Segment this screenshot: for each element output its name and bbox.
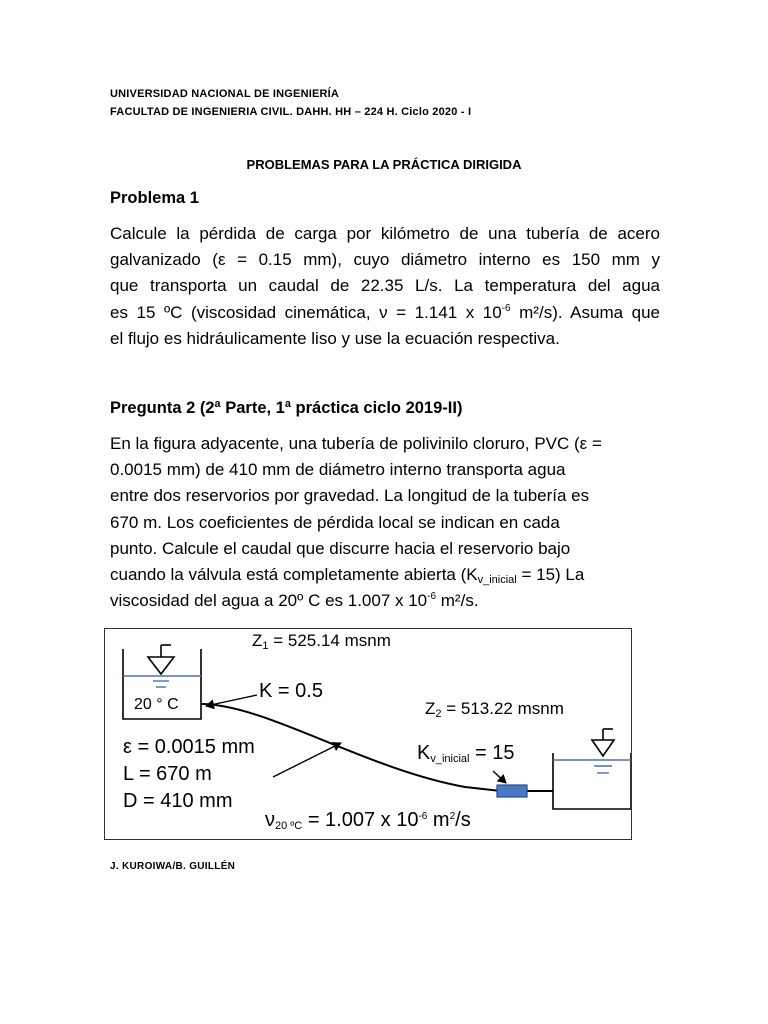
problem2-l6a: cuando la válvula está completamente abierta (K bbox=[110, 565, 478, 585]
temperature-label: 20 ° C bbox=[134, 696, 179, 713]
problem2-line bbox=[110, 588, 660, 614]
problem2-line: punto. Calcule el caudal que discurre hacia el reservorio bajo bbox=[110, 538, 571, 558]
epsilon-label: ε = 0.0015 mm bbox=[123, 736, 255, 758]
k-entry-label: K = 0.5 bbox=[259, 680, 323, 702]
problem2-line: En la figura adyacente, una tubería de polivinilo cloruro, PVC (ε = bbox=[110, 434, 602, 453]
problem2-line: entre dos reservorios por gravedad. La longitud de la tubería es bbox=[110, 486, 590, 506]
z1-label: $Z_1 = 525.14$ msnm bbox=[252, 631, 391, 652]
reservoir-diagram bbox=[104, 628, 632, 840]
problem1-line: galvanizado (ε = 0.15 mm), cuyo diámetro interno es 150 mm y bbox=[110, 250, 660, 270]
problem1-l4-exponent: -6 bbox=[501, 302, 511, 314]
problem2-l6b: = 15) La bbox=[516, 565, 585, 585]
viscosity-label: $\nu_{20 ºC} = 1.007$ x $10^{-6}$ $m^2/s$ bbox=[265, 809, 471, 832]
kv-label: $K_{v\_inicial} = 15$ bbox=[417, 742, 515, 765]
problem1-line: Calcule la pérdida de carga por kilómetro de una tubería de acero bbox=[110, 224, 660, 243]
problem1-text bbox=[110, 221, 660, 352]
problem2-l6-subscript: v_inicial bbox=[477, 574, 517, 587]
z2-label: $Z_2 = 513.22$ msnm bbox=[425, 699, 564, 720]
author-footer: J. KUROIWA/B. GUILLÉN bbox=[110, 861, 236, 872]
problem2-line bbox=[110, 562, 660, 588]
lower-reservoir bbox=[553, 753, 631, 809]
length-label: L = 670 m bbox=[123, 763, 212, 785]
faculty-line: FACULTAD DE INGENIERIA CIVIL. DAHH. HH – 224 H. Ciclo 2020 - I bbox=[110, 106, 472, 118]
page-title: PROBLEMAS PARA LA PRÁCTICA DIRIGIDA bbox=[246, 157, 522, 172]
university-name: UNIVERSIDAD NACIONAL DE INGENIERÍA bbox=[110, 88, 340, 100]
diameter-label: D = 410 mm bbox=[123, 790, 233, 812]
problem1-line bbox=[110, 300, 660, 326]
pipe-label-arrow bbox=[273, 743, 341, 777]
problem2-line: 670 m. Los coeficientes de pérdida local se indican en cada bbox=[110, 512, 560, 532]
problem2-l7b: m²/s. bbox=[436, 591, 479, 611]
valve-icon bbox=[497, 785, 527, 797]
problem1-line: el flujo es hidráulicamente liso y use la ecuación respectiva. bbox=[110, 328, 560, 348]
problem1-line: que transporta un caudal de 22.35 L/s. La temperatura del agua bbox=[110, 276, 660, 296]
problem2-l7-exponent: -6 bbox=[427, 591, 437, 603]
problem1-heading: Problema 1 bbox=[110, 189, 199, 207]
problem2-l7a: viscosidad del agua a 20º C es 1.007 x 10 bbox=[110, 591, 428, 611]
upper-water-level-icon bbox=[148, 657, 174, 674]
lower-water-level-icon bbox=[592, 740, 614, 756]
problem2-line: 0.0015 mm) de 410 mm de diámetro interno transporta agua bbox=[110, 460, 566, 480]
problem2-text bbox=[110, 431, 660, 614]
k-entry-arrow bbox=[206, 695, 257, 706]
problem1-l4a: es 15 ºC (viscosidad cinemática, ν = 1.141 x 10 bbox=[110, 302, 502, 322]
problem2-heading: Pregunta 2 (2ª Parte, 1ª práctica ciclo 2019-II) bbox=[110, 399, 463, 417]
problem1-l4b: m²/s). Asuma que bbox=[510, 302, 661, 322]
valve-label-arrow bbox=[493, 771, 506, 783]
